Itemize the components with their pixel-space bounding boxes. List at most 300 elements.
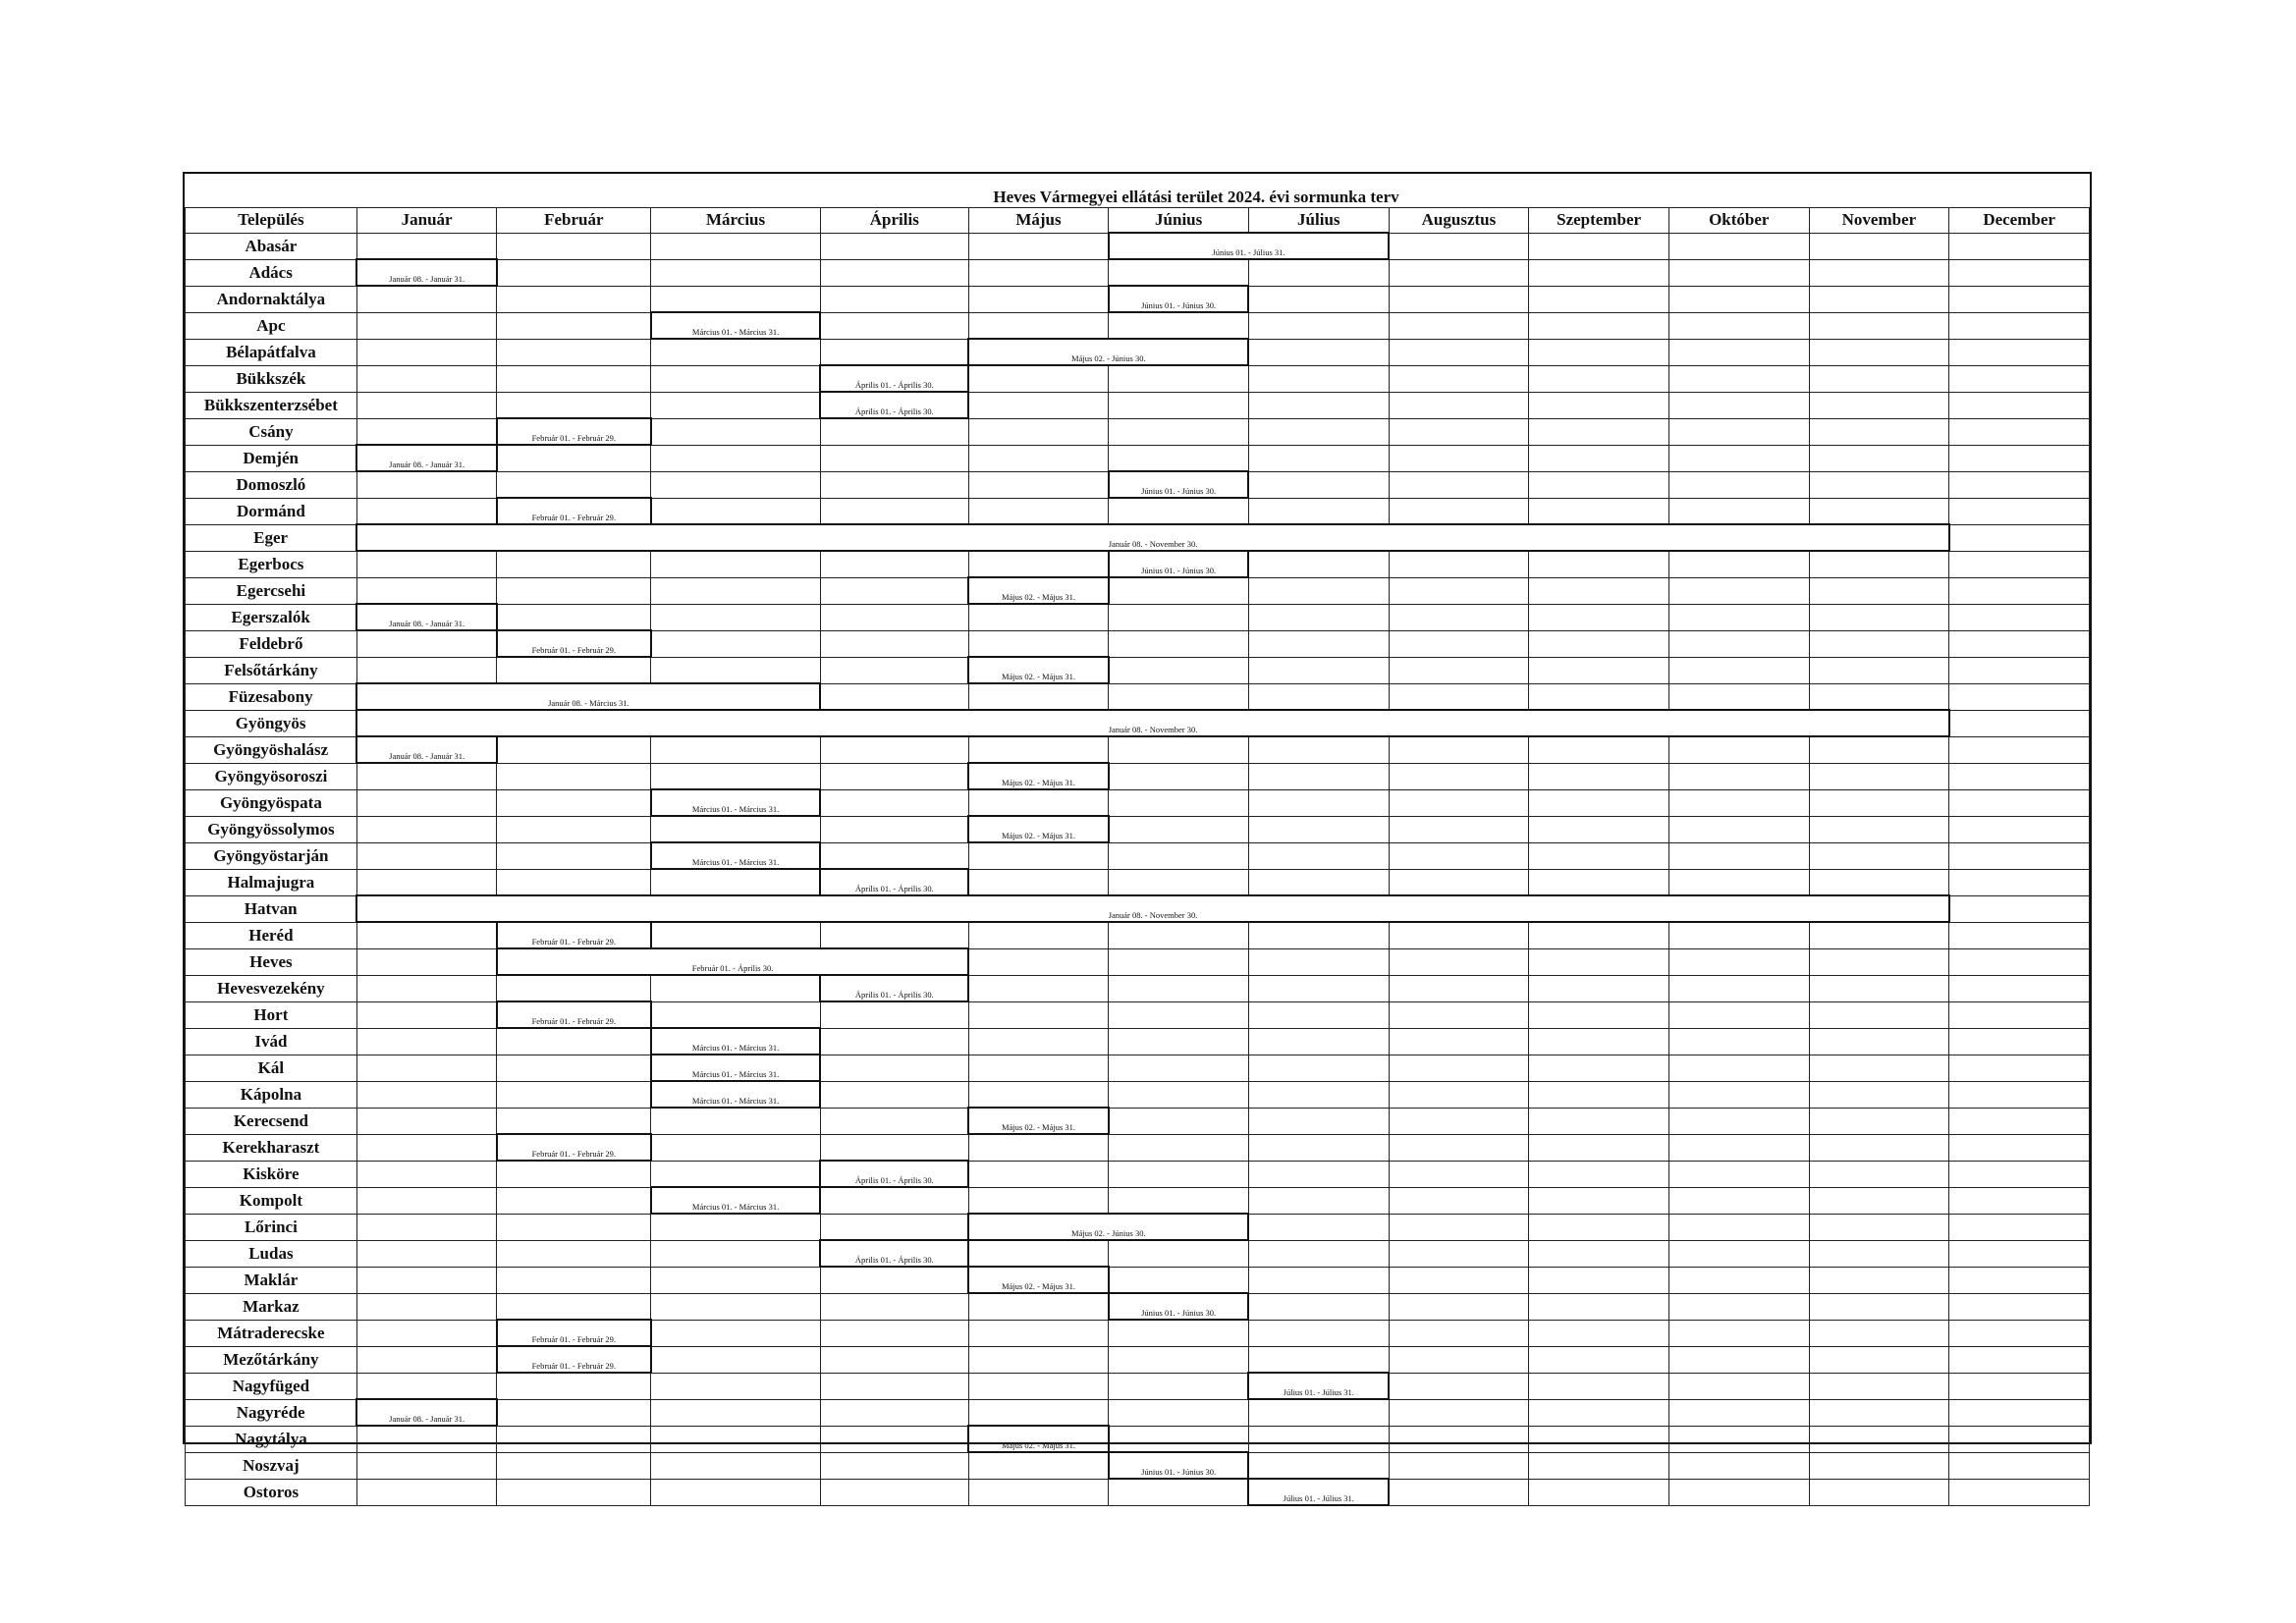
empty-cell — [1109, 922, 1249, 948]
empty-cell — [1389, 922, 1529, 948]
empty-cell — [820, 842, 968, 869]
empty-cell — [1389, 365, 1529, 392]
empty-cell — [1109, 498, 1249, 524]
empty-cell — [820, 286, 968, 312]
empty-cell — [356, 1214, 497, 1240]
empty-cell — [820, 1187, 968, 1214]
empty-cell — [1109, 816, 1249, 842]
empty-cell — [497, 1108, 651, 1134]
empty-cell — [1809, 763, 1949, 789]
empty-cell — [820, 1055, 968, 1081]
schedule-period: Június 01. - Június 30. — [1109, 1293, 1249, 1320]
settlement-name: Kerecsend — [186, 1108, 357, 1134]
empty-cell — [1389, 1267, 1529, 1293]
schedule-period: Február 01. - Február 29. — [497, 1001, 651, 1028]
empty-cell — [1949, 1346, 2090, 1373]
settlement-name: Heves — [186, 948, 357, 975]
empty-cell — [356, 1161, 497, 1187]
schedule-period: Április 01. - Április 30. — [820, 365, 968, 392]
table-row — [186, 683, 2090, 710]
empty-cell — [497, 365, 651, 392]
empty-cell — [1809, 392, 1949, 418]
empty-cell — [1109, 1028, 1249, 1055]
empty-cell — [356, 1293, 497, 1320]
schedule-period: Február 01. - Február 29. — [497, 498, 651, 524]
empty-cell — [1529, 1055, 1669, 1081]
settlement-name: Hort — [186, 1001, 357, 1028]
empty-cell — [1668, 577, 1809, 604]
empty-cell — [1809, 948, 1949, 975]
empty-cell — [1529, 630, 1669, 657]
empty-cell — [1389, 1479, 1529, 1505]
empty-cell — [651, 259, 821, 286]
empty-cell — [497, 1161, 651, 1187]
settlement-name: Kisköre — [186, 1161, 357, 1187]
empty-cell — [1248, 365, 1389, 392]
empty-cell — [820, 1081, 968, 1108]
empty-cell — [1529, 577, 1669, 604]
schedule-period: Május 02. - Május 31. — [968, 657, 1109, 683]
settlement-name: Felsőtárkány — [186, 657, 357, 683]
schedule-period: Február 01. - Február 29. — [497, 630, 651, 657]
empty-cell — [356, 577, 497, 604]
empty-cell — [651, 286, 821, 312]
empty-cell — [1809, 1373, 1949, 1399]
empty-cell — [968, 1134, 1109, 1161]
settlement-name: Dormánd — [186, 498, 357, 524]
empty-cell — [1529, 1161, 1669, 1187]
empty-cell — [820, 1028, 968, 1055]
header-month: Január — [356, 208, 497, 234]
empty-cell — [356, 392, 497, 418]
empty-cell — [1668, 1399, 1809, 1426]
empty-cell — [1529, 816, 1669, 842]
empty-cell — [1949, 233, 2090, 259]
settlement-name: Gyöngyöstarján — [186, 842, 357, 869]
settlement-name: Füzesabony — [186, 683, 357, 710]
empty-cell — [968, 471, 1109, 498]
empty-cell — [1668, 259, 1809, 286]
empty-cell — [1389, 604, 1529, 630]
empty-cell — [497, 1426, 651, 1452]
empty-cell — [820, 1320, 968, 1346]
schedule-period: Február 01. - Április 30. — [497, 948, 968, 975]
empty-cell — [1668, 842, 1809, 869]
empty-cell — [651, 657, 821, 683]
table-row — [186, 418, 2090, 445]
empty-cell — [1248, 1134, 1389, 1161]
empty-cell — [1109, 1108, 1249, 1134]
empty-cell — [1949, 286, 2090, 312]
empty-cell — [968, 1028, 1109, 1055]
empty-cell — [1949, 1267, 2090, 1293]
empty-cell — [968, 1399, 1109, 1426]
header-month: Augusztus — [1389, 208, 1529, 234]
empty-cell — [1668, 789, 1809, 816]
empty-cell — [1668, 948, 1809, 975]
empty-cell — [820, 1479, 968, 1505]
empty-cell — [651, 763, 821, 789]
empty-cell — [1109, 418, 1249, 445]
empty-cell — [356, 1134, 497, 1161]
empty-cell — [1389, 445, 1529, 471]
empty-cell — [1248, 286, 1389, 312]
empty-cell — [968, 1001, 1109, 1028]
empty-cell — [1248, 630, 1389, 657]
empty-cell — [1529, 365, 1669, 392]
settlement-name: Abasár — [186, 233, 357, 259]
empty-cell — [1809, 577, 1949, 604]
settlement-name: Mezőtárkány — [186, 1346, 357, 1373]
settlement-name: Kápolna — [186, 1081, 357, 1108]
empty-cell — [1109, 1187, 1249, 1214]
empty-cell — [968, 1293, 1109, 1320]
empty-cell — [1248, 392, 1389, 418]
empty-cell — [497, 1028, 651, 1055]
empty-cell — [1668, 657, 1809, 683]
empty-cell — [1109, 1479, 1249, 1505]
empty-cell — [356, 1267, 497, 1293]
empty-cell — [1389, 948, 1529, 975]
empty-cell — [497, 763, 651, 789]
empty-cell — [1949, 551, 2090, 577]
empty-cell — [968, 1479, 1109, 1505]
empty-cell — [1109, 1081, 1249, 1108]
empty-cell — [1668, 922, 1809, 948]
empty-cell — [1389, 869, 1529, 895]
empty-cell — [1389, 1081, 1529, 1108]
empty-cell — [820, 1001, 968, 1028]
empty-cell — [356, 1028, 497, 1055]
table-row — [186, 948, 2090, 975]
empty-cell — [1949, 816, 2090, 842]
empty-cell — [820, 1426, 968, 1452]
empty-cell — [356, 816, 497, 842]
schedule-period: Május 02. - Május 31. — [968, 1267, 1109, 1293]
empty-cell — [820, 736, 968, 763]
empty-cell — [1109, 1055, 1249, 1081]
empty-cell — [820, 657, 968, 683]
empty-cell — [1248, 1267, 1389, 1293]
empty-cell — [497, 1399, 651, 1426]
empty-cell — [1529, 683, 1669, 710]
empty-cell — [1809, 1055, 1949, 1081]
empty-cell — [1389, 233, 1529, 259]
empty-cell — [1389, 736, 1529, 763]
empty-cell — [1809, 683, 1949, 710]
empty-cell — [1529, 1346, 1669, 1373]
schedule-period: Április 01. - Április 30. — [820, 975, 968, 1001]
schedule-period: Február 01. - Február 29. — [497, 1134, 651, 1161]
header-row — [186, 208, 2090, 234]
empty-cell — [1668, 1267, 1809, 1293]
empty-cell — [968, 1452, 1109, 1479]
settlement-name: Kompolt — [186, 1187, 357, 1214]
empty-cell — [1389, 1134, 1529, 1161]
empty-cell — [1109, 975, 1249, 1001]
table-row — [186, 1108, 2090, 1134]
empty-cell — [1248, 816, 1389, 842]
schedule-period: Április 01. - Április 30. — [820, 1161, 968, 1187]
empty-cell — [497, 604, 651, 630]
empty-cell — [497, 392, 651, 418]
empty-cell — [1248, 259, 1389, 286]
table-row — [186, 1081, 2090, 1108]
empty-cell — [820, 471, 968, 498]
empty-cell — [356, 630, 497, 657]
empty-cell — [1809, 1320, 1949, 1346]
table-row — [186, 498, 2090, 524]
empty-cell — [1109, 763, 1249, 789]
schedule-period: Január 08. - November 30. — [356, 524, 1948, 551]
table-row — [186, 1373, 2090, 1399]
empty-cell — [820, 683, 968, 710]
empty-cell — [1109, 1001, 1249, 1028]
empty-cell — [651, 1373, 821, 1399]
settlement-name: Halmajugra — [186, 869, 357, 895]
table-row — [186, 1479, 2090, 1505]
empty-cell — [1668, 604, 1809, 630]
empty-cell — [356, 869, 497, 895]
empty-cell — [1668, 1108, 1809, 1134]
empty-cell — [968, 922, 1109, 948]
empty-cell — [356, 948, 497, 975]
empty-cell — [497, 1293, 651, 1320]
empty-cell — [497, 312, 651, 339]
settlement-name: Bükkszenterzsébet — [186, 392, 357, 418]
schedule-period: Március 01. - Március 31. — [651, 1187, 821, 1214]
empty-cell — [1529, 312, 1669, 339]
title-row — [185, 174, 2090, 207]
schedule-period: Február 01. - Február 29. — [497, 922, 651, 948]
empty-cell — [1949, 869, 2090, 895]
empty-cell — [497, 471, 651, 498]
empty-cell — [1949, 1399, 2090, 1426]
empty-cell — [356, 233, 497, 259]
empty-cell — [1529, 498, 1669, 524]
empty-cell — [1529, 1240, 1669, 1267]
empty-cell — [1248, 683, 1389, 710]
settlement-name: Noszvaj — [186, 1452, 357, 1479]
empty-cell — [1529, 259, 1669, 286]
empty-cell — [1949, 498, 2090, 524]
empty-cell — [1109, 657, 1249, 683]
empty-cell — [968, 1373, 1109, 1399]
empty-cell — [1668, 1187, 1809, 1214]
empty-cell — [651, 1399, 821, 1426]
empty-cell — [1949, 577, 2090, 604]
empty-cell — [820, 259, 968, 286]
settlement-name: Bélapátfalva — [186, 339, 357, 365]
empty-cell — [1949, 1134, 2090, 1161]
empty-cell — [497, 286, 651, 312]
empty-cell — [1809, 1452, 1949, 1479]
empty-cell — [1809, 339, 1949, 365]
header-month: December — [1949, 208, 2090, 234]
empty-cell — [356, 365, 497, 392]
empty-cell — [1668, 418, 1809, 445]
empty-cell — [1248, 922, 1389, 948]
empty-cell — [497, 1267, 651, 1293]
empty-cell — [1949, 312, 2090, 339]
empty-cell — [651, 1240, 821, 1267]
empty-cell — [1668, 1055, 1809, 1081]
table-row — [186, 842, 2090, 869]
table-row — [186, 975, 2090, 1001]
empty-cell — [1809, 1108, 1949, 1134]
table-row — [186, 1187, 2090, 1214]
empty-cell — [1668, 1081, 1809, 1108]
empty-cell — [1949, 471, 2090, 498]
empty-cell — [1809, 471, 1949, 498]
empty-cell — [1248, 1426, 1389, 1452]
empty-cell — [1248, 551, 1389, 577]
schedule-period: Május 02. - Május 31. — [968, 1426, 1109, 1452]
empty-cell — [1529, 339, 1669, 365]
settlement-name: Nagytálya — [186, 1426, 357, 1452]
empty-cell — [1668, 1373, 1809, 1399]
empty-cell — [820, 1267, 968, 1293]
settlement-name: Domoszló — [186, 471, 357, 498]
table-row — [186, 1001, 2090, 1028]
schedule-period: Január 08. - Január 31. — [356, 604, 497, 630]
empty-cell — [497, 657, 651, 683]
empty-cell — [1389, 1373, 1529, 1399]
empty-cell — [1949, 975, 2090, 1001]
schedule-period: Május 02. - Május 31. — [968, 1108, 1109, 1134]
empty-cell — [1949, 445, 2090, 471]
empty-cell — [1248, 1214, 1389, 1240]
empty-cell — [820, 1452, 968, 1479]
table-row — [186, 1161, 2090, 1187]
empty-cell — [1949, 789, 2090, 816]
empty-cell — [356, 657, 497, 683]
empty-cell — [1668, 471, 1809, 498]
empty-cell — [356, 1240, 497, 1267]
empty-cell — [968, 842, 1109, 869]
empty-cell — [1949, 842, 2090, 869]
empty-cell — [1668, 445, 1809, 471]
empty-cell — [1109, 842, 1249, 869]
empty-cell — [1389, 498, 1529, 524]
settlement-name: Gyöngyös — [186, 710, 357, 736]
empty-cell — [651, 1267, 821, 1293]
empty-cell — [968, 736, 1109, 763]
empty-cell — [1109, 445, 1249, 471]
empty-cell — [651, 445, 821, 471]
empty-cell — [1389, 392, 1529, 418]
empty-cell — [1109, 948, 1249, 975]
empty-cell — [1949, 1452, 2090, 1479]
empty-cell — [1668, 286, 1809, 312]
empty-cell — [968, 1055, 1109, 1081]
empty-cell — [1529, 233, 1669, 259]
settlement-name: Egerbocs — [186, 551, 357, 577]
empty-cell — [1389, 842, 1529, 869]
empty-cell — [1248, 1399, 1389, 1426]
schedule-period: Június 01. - Június 30. — [1109, 551, 1249, 577]
empty-cell — [820, 604, 968, 630]
empty-cell — [1389, 657, 1529, 683]
empty-cell — [1109, 259, 1249, 286]
empty-cell — [968, 1187, 1109, 1214]
empty-cell — [1949, 259, 2090, 286]
empty-cell — [1529, 736, 1669, 763]
empty-cell — [968, 1320, 1109, 1346]
empty-cell — [1248, 339, 1389, 365]
empty-cell — [968, 418, 1109, 445]
empty-cell — [820, 763, 968, 789]
schedule-period: Március 01. - Március 31. — [651, 1081, 821, 1108]
schedule-period: Május 02. - Május 31. — [968, 816, 1109, 842]
table-row — [186, 604, 2090, 630]
empty-cell — [820, 1108, 968, 1134]
empty-cell — [1809, 604, 1949, 630]
empty-cell — [1809, 1346, 1949, 1373]
empty-cell — [651, 1452, 821, 1479]
empty-cell — [820, 1134, 968, 1161]
empty-cell — [1668, 1214, 1809, 1240]
empty-cell — [1949, 1240, 2090, 1267]
empty-cell — [651, 1161, 821, 1187]
empty-cell — [1248, 1108, 1389, 1134]
table-row — [186, 710, 2090, 736]
settlement-name: Nagyfüged — [186, 1373, 357, 1399]
schedule-period: Április 01. - Április 30. — [820, 869, 968, 895]
empty-cell — [1389, 259, 1529, 286]
empty-cell — [1109, 365, 1249, 392]
empty-cell — [1248, 418, 1389, 445]
table-row — [186, 789, 2090, 816]
empty-cell — [1248, 1293, 1389, 1320]
empty-cell — [1668, 763, 1809, 789]
empty-cell — [1809, 1267, 1949, 1293]
empty-cell — [1949, 604, 2090, 630]
empty-cell — [651, 233, 821, 259]
header-month: Február — [497, 208, 651, 234]
empty-cell — [968, 1081, 1109, 1108]
empty-cell — [356, 471, 497, 498]
empty-cell — [497, 842, 651, 869]
empty-cell — [497, 869, 651, 895]
empty-cell — [1248, 763, 1389, 789]
empty-cell — [968, 551, 1109, 577]
empty-cell — [1668, 233, 1809, 259]
schedule-period: Július 01. - Július 31. — [1248, 1373, 1389, 1399]
table-row — [186, 869, 2090, 895]
empty-cell — [968, 312, 1109, 339]
empty-cell — [356, 1001, 497, 1028]
schedule-period: Február 01. - Február 29. — [497, 1346, 651, 1373]
empty-cell — [1389, 577, 1529, 604]
empty-cell — [356, 1081, 497, 1108]
empty-cell — [1109, 1373, 1249, 1399]
empty-cell — [497, 1187, 651, 1214]
empty-cell — [1109, 789, 1249, 816]
empty-cell — [1529, 1426, 1669, 1452]
empty-cell — [1248, 736, 1389, 763]
empty-cell — [1389, 1028, 1529, 1055]
empty-cell — [1949, 418, 2090, 445]
schedule-period: Február 01. - Február 29. — [497, 418, 651, 445]
empty-cell — [820, 233, 968, 259]
empty-cell — [1809, 789, 1949, 816]
empty-cell — [820, 312, 968, 339]
table-row — [186, 339, 2090, 365]
empty-cell — [1389, 789, 1529, 816]
empty-cell — [497, 1214, 651, 1240]
empty-cell — [1529, 604, 1669, 630]
